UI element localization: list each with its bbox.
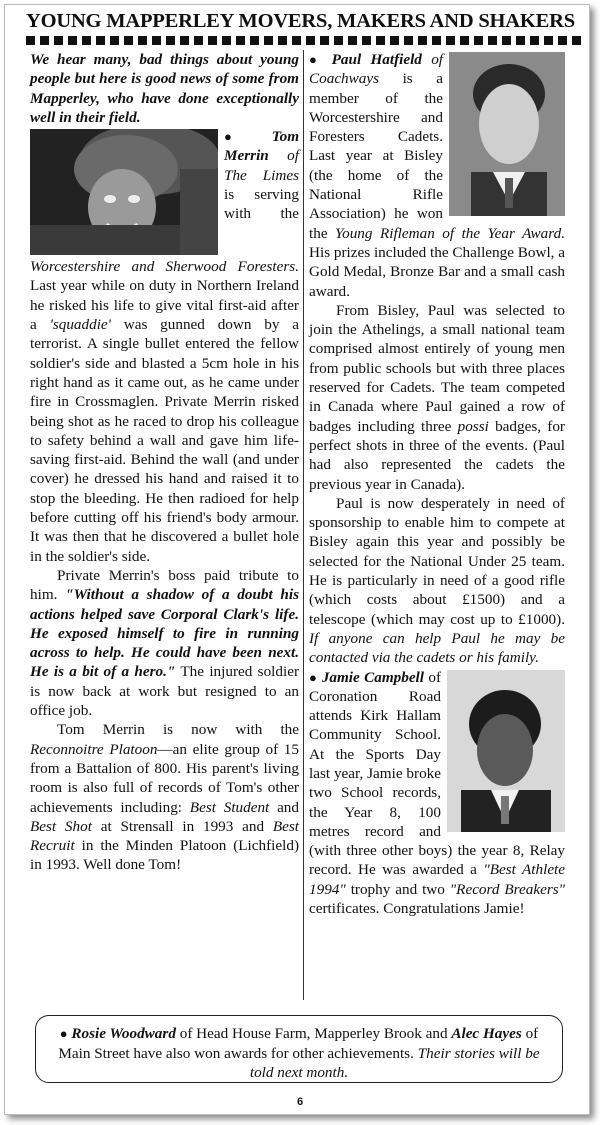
paul-name: Paul Hatfield bbox=[331, 51, 422, 68]
headline: YOUNG MAPPERLEY MOVERS, MAKERS AND SHAKERS bbox=[26, 10, 575, 32]
tom-text-1a: is serving with the bbox=[224, 186, 299, 223]
box-text-2: of Main Street have also won awards for other achievements. bbox=[58, 1025, 539, 1062]
tom-text-3d: in the Minden Platoon (Lichfield) in 1993. Well done Tom! bbox=[30, 837, 299, 874]
dashed-rule bbox=[26, 36, 586, 45]
tom-merrin-photo bbox=[30, 129, 218, 255]
paul-text-3b: If anyone can help Paul he may be contacted via the cadets or his family. bbox=[309, 629, 565, 667]
alec-name: Alec Hayes bbox=[451, 1025, 522, 1042]
tom-and: and bbox=[277, 798, 299, 816]
paul-hatfield-photo bbox=[449, 52, 565, 216]
right-column bbox=[309, 50, 565, 918]
tom-quote: "Without a shadow of a doubt his actions helped save Corporal Clark's life. He exposed himself to fire in running across to help. He could have been next. He is a bit of a hero." bbox=[30, 586, 299, 681]
tom-text-1b: Last year while on duty in Northern Ireland he risked his life to give vital first-aid after a bbox=[30, 277, 299, 334]
tom-text-2a: Private Merrin's boss paid tribute to him. bbox=[30, 566, 299, 604]
paul-possi: possi bbox=[457, 417, 489, 435]
tom-award-3: Best Recruit bbox=[30, 817, 299, 855]
tom-text-3b: —an elite group of 15 from a Battalion of 800. His parent's living room is also full of records of Tom's other achievements including: bbox=[30, 740, 299, 816]
tom-award-1: Best Student bbox=[189, 798, 270, 816]
tom-place: The Limes bbox=[224, 166, 299, 184]
rosie-name: Rosie Woodward bbox=[71, 1025, 176, 1042]
tom-text-2b: The injured soldier is now back at work but resigned to an office job. bbox=[30, 663, 299, 720]
tom-award-2: Best Shot bbox=[30, 817, 92, 835]
paul-of: of bbox=[431, 51, 444, 68]
tom-text-1c: was gunned down by a terrorist. A single bullet entered the fellow soldier's side and blasted a 5cm hole in his right hand as it came out, as he came under fire in Crossmaglen. Private Merrin risked being shot as he raced to drop his colleague to safety behind a wall and gave him life-saving first-aid. Behind the wall (and under cover) he dressed his hand and raised it to stop the bleeding. He then radioed for help before cutting off his friend's body armour. It was then that he discovered a bullet hole in the soldier's side. bbox=[30, 316, 300, 565]
tom-story bbox=[30, 127, 299, 566]
intro-text: We hear many, bad things about young people but here is good news of some from Mapperley, who have done exceptionally well in their field. bbox=[30, 51, 299, 126]
paul-text-2a: From Bisley, Paul was selected to join the Athelings, a small national team comprised almost entirely of young men from public schools but with three places reserved for Cadets. The team competed in Canada where Paul gained a row of badges including three bbox=[309, 301, 565, 435]
jamie-award-1: "Best Athlete 1994" bbox=[309, 861, 566, 898]
tom-regiment: Worcestershire and Sherwood Foresters. bbox=[30, 258, 299, 276]
page-number: 6 bbox=[296, 1096, 304, 1108]
tom-paragraph-2 bbox=[30, 566, 299, 720]
tom-paragraph-3 bbox=[30, 720, 299, 874]
jamie-text-1c: certificates. Congratulations Jamie! bbox=[309, 900, 525, 918]
tom-name: Tom Merrin bbox=[224, 128, 300, 165]
bullet-icon: ● bbox=[309, 52, 323, 67]
jamie-story bbox=[309, 668, 565, 919]
tom-of: of bbox=[287, 147, 299, 165]
bullet-icon: ● bbox=[59, 1026, 68, 1041]
paul-text-2b: badges, for perfect shots in three of the events. (Paul had also represented the cadets the previous year in Canada). bbox=[309, 417, 565, 493]
jamie-text-1b: trophy and two bbox=[350, 880, 445, 898]
paul-story bbox=[309, 50, 565, 301]
paul-award: Young Rifleman of the Year Award. bbox=[335, 224, 566, 242]
tom-squaddie: 'squaddie' bbox=[49, 316, 111, 334]
jamie-name: Jamie Campbell bbox=[321, 668, 424, 686]
box-text-1: of Head House Farm, Mapperley Brook and bbox=[179, 1025, 448, 1042]
paul-text-1a: is a member of the Worcestershire and Foresters Cadets. Last year at Bisley (the home of the National Rifle Association) he won the bbox=[309, 70, 443, 242]
paul-paragraph-3 bbox=[309, 494, 565, 668]
column-divider bbox=[303, 50, 304, 1000]
paul-paragraph-2 bbox=[309, 301, 565, 494]
bullet-icon: ● bbox=[224, 129, 250, 145]
tom-platoon: Reconnoitre Platoon bbox=[30, 740, 158, 758]
box-text-3: Their stories will be told next month. bbox=[249, 1044, 540, 1081]
footer-box bbox=[35, 1015, 563, 1083]
tom-text-3a: Tom Merrin is now with the bbox=[57, 721, 299, 739]
left-column bbox=[30, 50, 299, 875]
tom-text-3c: at Strensall in 1993 and bbox=[100, 817, 265, 835]
paul-text-3a: Paul is now desperately in need of sponsorship to enable him to compete at Bisley again this year and possibly be selected for the National Under 25 team. He is particularly in need of a good rifle (which costs about £1500) and a telescope (which may cost up to £1000). bbox=[309, 494, 565, 628]
jamie-text-1a: of Coronation Road attends Kirk Hallam Community School. At the Sports Day last year, Jamie broke two School records, the Year 8, 100 metres record and (with three other boys) the year 8, Relay record. He was awarded a bbox=[309, 668, 565, 879]
paul-place: Coachways bbox=[309, 70, 380, 88]
bullet-icon: ● bbox=[309, 669, 318, 685]
paul-text-1b: His prizes included the Challenge Bowl, a Gold Medal, Bronze Bar and a small cash award. bbox=[309, 243, 566, 300]
jamie-campbell-photo bbox=[447, 670, 565, 832]
jamie-award-2: "Record Breakers" bbox=[449, 880, 566, 898]
